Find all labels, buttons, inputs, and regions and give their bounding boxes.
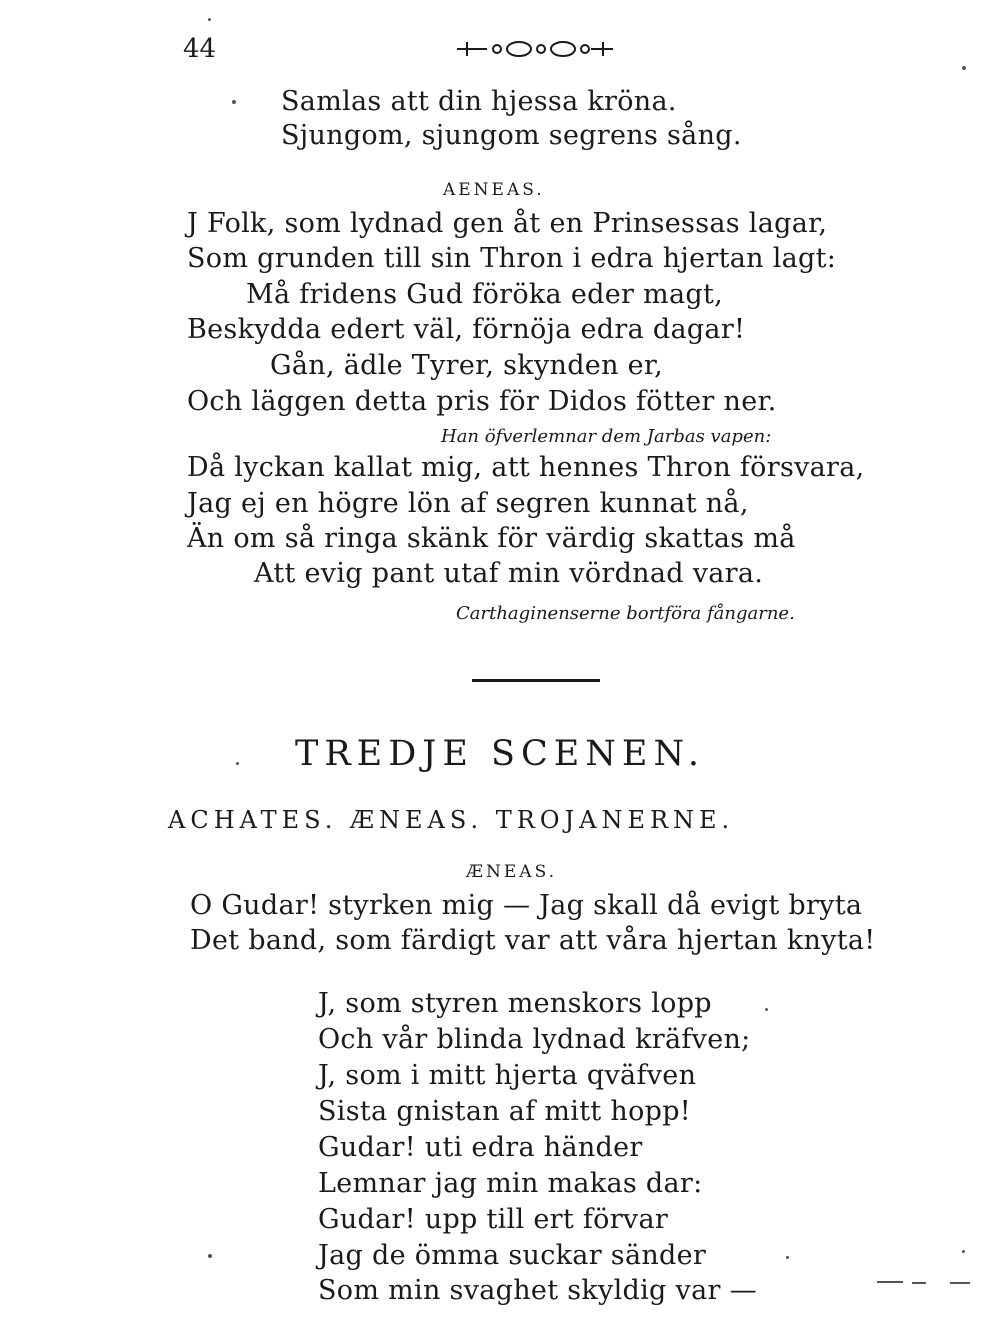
verse-line: J, som styren menskors lopp [318,988,712,1019]
speaker-name: AENEAS. [443,180,545,200]
stage-direction: Han öfverlemnar dem Jarbas vapen: [441,426,772,447]
scan-speck [912,1282,926,1284]
verse-line: Som grunden till sin Thron i edra hjertan lagt: [187,243,837,274]
scan-speck [208,1254,212,1258]
verse-line: Än om så ringa skänk för värdig skattas må [187,523,796,554]
scan-speck [208,18,211,21]
verse-line: Jag de ömma suckar sänder [318,1240,707,1271]
verse-line: Gudar! uti edra händer [318,1132,643,1163]
scan-speck [236,762,239,765]
scene-characters: ACHATES. ÆNEAS. TROJANERNE. [168,806,735,834]
verse-line: Gudar! upp till ert förvar [318,1204,669,1235]
verse-line: Beskydda edert väl, förnöja edra dagar! [187,314,746,345]
verse-line: Jag ej en högre lön af segren kunnat nå, [187,488,749,519]
ornament-icon [455,38,615,60]
section-divider [472,679,600,682]
scan-speck [877,1281,903,1283]
scan-speck [232,100,236,104]
verse-line: Samlas att din hjessa kröna. [281,86,677,117]
verse-line: Lemnar jag min makas dar: [318,1168,703,1199]
verse-line: Sjungom, sjungom segrens sång. [281,120,742,151]
verse-line: Att evig pant utaf min vördnad vara. [254,558,764,589]
verse-line: Sista gnistan af mitt hopp! [318,1096,691,1127]
scene-title: TREDJE SCENEN. [294,734,705,774]
verse-line: O Gudar! styrken mig — Jag skall då evigt bryta [190,890,863,921]
verse-line: J, som i mitt hjerta qväfven [318,1060,697,1091]
scan-speck [950,1282,970,1284]
scan-speck [786,1256,789,1259]
scan-speck [962,1250,965,1253]
page-number: 44 [183,34,217,64]
verse-line: Och läggen detta pris för Didos fötter ner. [187,386,777,417]
scan-speck [962,66,966,70]
verse-line: Det band, som färdigt var att våra hjertan knyta! [190,925,876,956]
verse-line: Som min svaghet skyldig var — [318,1275,757,1306]
verse-line: Och vår blinda lydnad kräfven; [318,1024,751,1055]
speaker-name: ÆNEAS. [466,862,558,882]
verse-line: J Folk, som lydnad gen åt en Prinsessas lagar, [187,208,828,239]
verse-line: Gån, ädle Tyrer, skynden er, [270,350,664,381]
verse-line: Må fridens Gud föröka eder magt, [246,279,723,310]
stage-direction: Carthaginenserne bortföra fångarne. [456,603,795,624]
scan-speck [765,1008,768,1011]
verse-line: Då lyckan kallat mig, att hennes Thron försvara, [187,452,865,483]
